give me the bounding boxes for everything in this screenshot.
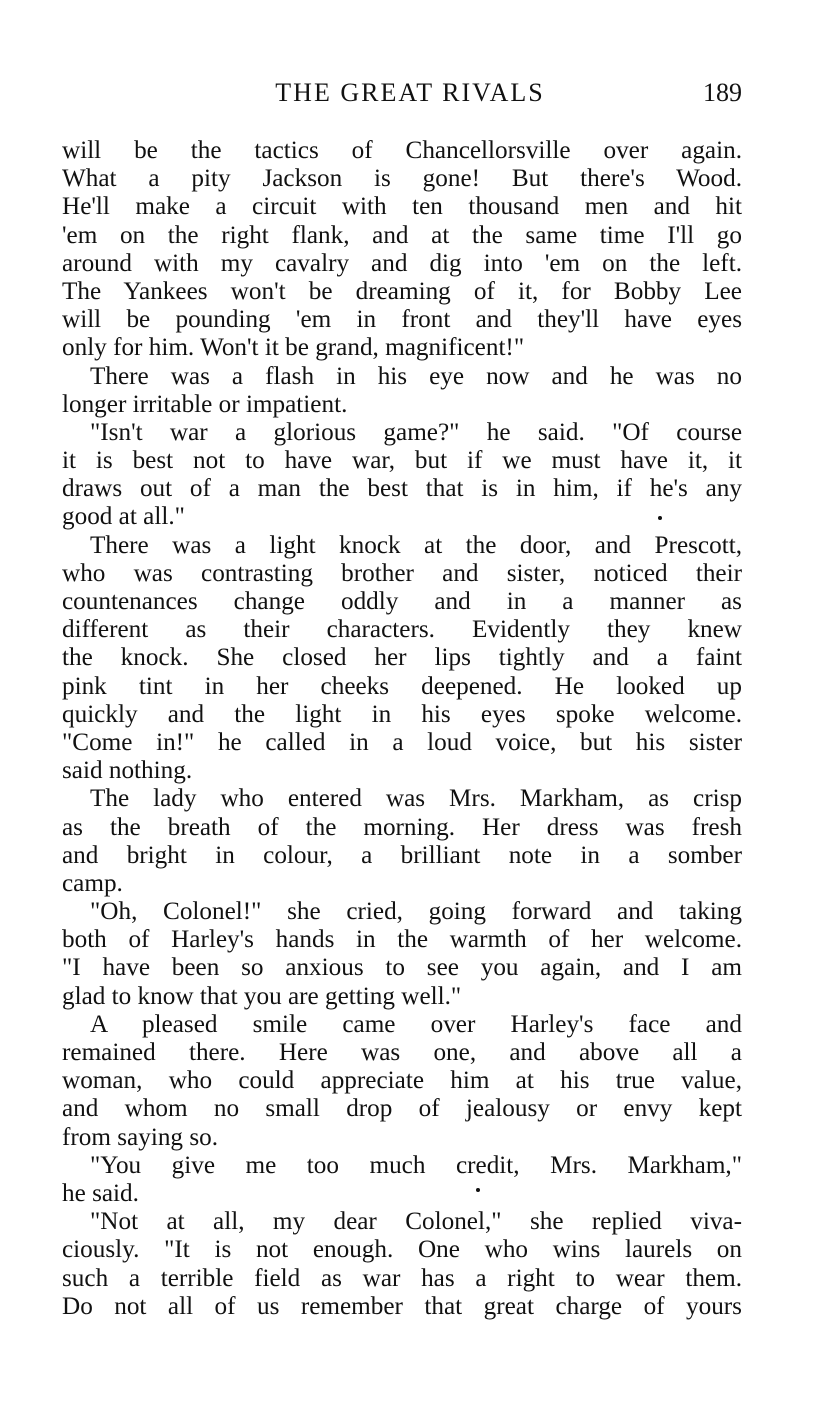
text-line: good at all." xyxy=(62,503,185,531)
text-line: such a terrible field as war has a right to wear them. xyxy=(62,1264,742,1292)
text-line: ciously. "It is not enough. One who wins laurels on xyxy=(62,1236,742,1264)
text-line: "Come in!" he called in a loud voice, but his sister xyxy=(62,728,742,756)
text-line: "I have been so anxious to see you again, and I am xyxy=(62,954,742,982)
text-line: What a pity Jackson is gone! But there's Wood. xyxy=(62,165,742,193)
text-line: who was contrasting brother and sister, noticed their xyxy=(62,559,742,587)
text-line: it is best not to have war, but if we must have it, it xyxy=(62,447,742,475)
text-line: around with my cavalry and dig into 'em on the left. xyxy=(62,249,742,277)
text-line: remained there. Here was one, and above all a xyxy=(62,1039,742,1066)
text-line: he said. xyxy=(62,1179,139,1207)
text-line: from saying so. xyxy=(62,1123,219,1151)
text-line: will be pounding 'em in front and they'll have eyes xyxy=(62,306,742,334)
page-number: 189 xyxy=(703,78,742,107)
text-line: camp. xyxy=(62,869,123,897)
text-line: longer irritable or impatient. xyxy=(62,390,348,418)
text-line: "Not at all, my dear Colonel," she replied viva- xyxy=(90,1208,742,1236)
text-line: woman, who could appreciate him at his true value, xyxy=(62,1067,742,1095)
text-line: quickly and the light in his eyes spoke welcome. xyxy=(62,700,742,728)
print-speck-icon xyxy=(658,516,662,520)
text-line: the knock. She closed her lips tightly and a faint xyxy=(62,644,742,672)
running-title: THE GREAT RIVALS xyxy=(275,78,545,107)
text-line: only for him. Won't it be grand, magnificent!" xyxy=(62,334,525,362)
text-line: said nothing. xyxy=(62,757,193,785)
text-line: There was a flash in his eye now and he was no xyxy=(90,362,742,390)
text-line: The lady who entered was Mrs. Markham, as crisp xyxy=(90,785,742,813)
text-line: and bright in colour, a brilliant note in a somber xyxy=(62,841,742,869)
text-line: as the breath of the morning. Her dress was fresh xyxy=(62,813,742,841)
text-line: 'em on the right flank, and at the same time I'll go xyxy=(62,221,742,249)
body-text xyxy=(62,137,742,1321)
text-line: both of Harley's hands in the warmth of her welcome. xyxy=(62,926,742,954)
print-speck-icon xyxy=(476,1188,480,1192)
text-line: Do not all of us remember that great charge of yours xyxy=(62,1292,742,1320)
text-line-with-speck xyxy=(62,1180,742,1208)
text-line: and whom no small drop of jealousy or envy kept xyxy=(62,1095,742,1123)
text-line: "Oh, Colonel!" she cried, going forward and taking xyxy=(90,898,742,926)
text-line: There was a light knock at the door, and Prescott, xyxy=(90,531,742,559)
text-line: A pleased smile came over Harley's face and xyxy=(90,1010,742,1038)
text-line: glad to know that you are getting well." xyxy=(62,982,462,1010)
text-line: He'll make a circuit with ten thousand men and hit xyxy=(62,193,742,221)
text-line: draws out of a man the best that is in him, if he's any xyxy=(62,475,742,503)
page-header xyxy=(62,76,742,110)
text-line: "You give me too much credit, Mrs. Markham," xyxy=(90,1151,742,1179)
text-line: The Yankees won't be dreaming of it, for Bobby Lee xyxy=(62,277,742,305)
text-line: different as their characters. Evidently they knew xyxy=(62,616,742,644)
text-line: countenances change oddly and in a manner as xyxy=(62,588,742,615)
text-line: "Isn't war a glorious game?" he said. "Of course xyxy=(90,418,742,446)
text-line: will be the tactics of Chancellorsville over again. xyxy=(62,137,742,164)
text-line: pink tint in her cheeks deepened. He looked up xyxy=(62,672,742,700)
text-line-with-speck xyxy=(62,503,742,531)
